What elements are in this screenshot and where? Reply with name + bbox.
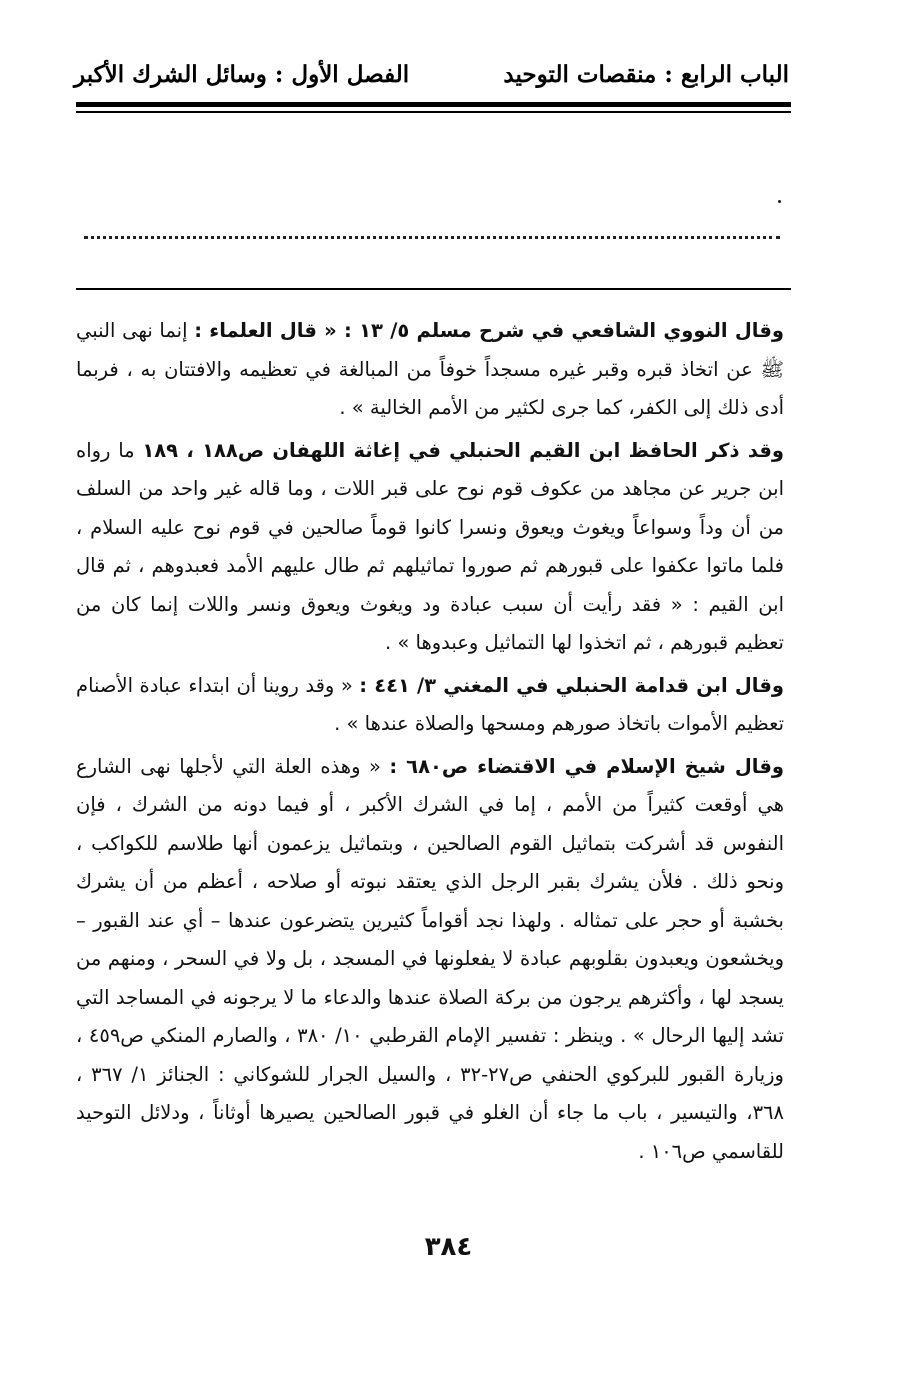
- paragraph-nawawi: [76, 312, 784, 428]
- paragraph-ibn-qayyim: [76, 432, 784, 663]
- section-title: الفصل الأول : وسائل الشرك الأكبر: [74, 60, 410, 88]
- header-rule-thin: [76, 111, 791, 113]
- header-rule-thick: [76, 102, 791, 107]
- paragraph-ibn-qudama: [76, 667, 784, 744]
- paragraph-text: « وهذه العلة التي لأجلها نهى الشارع هي أوقعت كثيراً من الأمم ، إما في الشرك الأكبر ، أو فيما دونه من الشرك ، فإن النفوس قد أشركت بتماثيل القوم الصالحين ، وبتماثيل يزعمون أنها طلاسم للكواكب ، ونحو ذلك . فلأن يشرك بقبر الرجل الذي يعتقد نبوته أو صلاحه ، أعظم من أن يشرك بخشبة أو حجر على تمثاله . ولهذا نجد أقواماً كثيرين يتضرعون عندها – أي عند القبور – ويخشعون ويعبدون بقلوبهم عبادة لا يفعلونها في المسجد ، بل ولا في السحر ، ومنهم من يسجد لها ، وأكثرهم يرجون من بركة الصلاة عندها والدعاء ما لا يرجونه في المساجد التي تشد إليها الرحال » . وينظر : تفسير الإمام القرطبي ١٠/ ٣٨٠ ، والصارم المنكي ص٤٥٩ ، وزيارة القبور للبركوي الحنفي ص٢٧-٣٢ ، والسيل الجرار للشوكاني : الجنائز ١/ ٣٦٧ ، ٣٦٨، والتيسير ، باب ما جاء أن الغلو في قبور الصالحين يصيرها أوثاناً ، ودلائل التوحيد للقاسمي ص١٠٦ .: [76, 754, 784, 1163]
- stray-dot: [778, 200, 781, 203]
- page-number: ٣٨٤: [424, 1232, 473, 1262]
- paragraph-text: إنما نهى النبي ﷺ عن اتخاذ قبره وقبر غيره مسجداً خوفاً من المبالغة في تعظيمه والافتتان به ، فربما أدى ذلك إلى الكفر، كما جرى لكثير من الأمم الخالية » .: [76, 319, 784, 419]
- chapter-title: الباب الرابع : منقصات التوحيد: [503, 60, 789, 88]
- dotted-separator: [84, 236, 780, 239]
- paragraph-lead: وقال النووي الشافعي في شرح مسلم ٥/ ١٣ : « قال العلماء :: [194, 319, 784, 342]
- paragraph-text: « وقد روينا أن ابتداء عبادة الأصنام تعظيم الأموات باتخاذ صورهم ومسحها والصلاة عندها » .: [76, 673, 784, 735]
- paragraph-text: ما رواه ابن جرير عن مجاهد من عكوف قوم نوح على قبر اللات ، وما قاله غير واحد من السلف من أن وداً وسواعاً ويغوث ويعوق ونسرا كانوا قوماً صالحين في قوم نوح عليه السلام ، فلما ماتوا عكفوا على قبورهم ثم صوروا تماثيلهم ثم طال عليهم الأمد فعبدوهم ، ثم قال ابن القيم : « فقد رأيت أن سبب عبادة ود ويغوث ويعوق ونسر واللات إنما كان من تعظيم قبورهم ، ثم اتخذوا لها التماثيل وعبدوها » .: [76, 438, 784, 654]
- running-header: [74, 52, 789, 96]
- footnote-rule: [76, 288, 791, 290]
- paragraph-lead: وقال شيخ الإسلام في الاقتضاء ص٦٨٠ :: [389, 754, 785, 778]
- footnote-body: [76, 312, 784, 1171]
- paragraph-ibn-taymiyya: [76, 748, 784, 1172]
- paragraph-lead: وقال ابن قدامة الحنبلي في المغني ٣/ ٤٤١ :: [359, 673, 784, 697]
- paragraph-lead: وقد ذكر الحافظ ابن القيم الحنبلي في إغاثة اللهفان ص١٨٨ ، ١٨٩: [142, 438, 784, 462]
